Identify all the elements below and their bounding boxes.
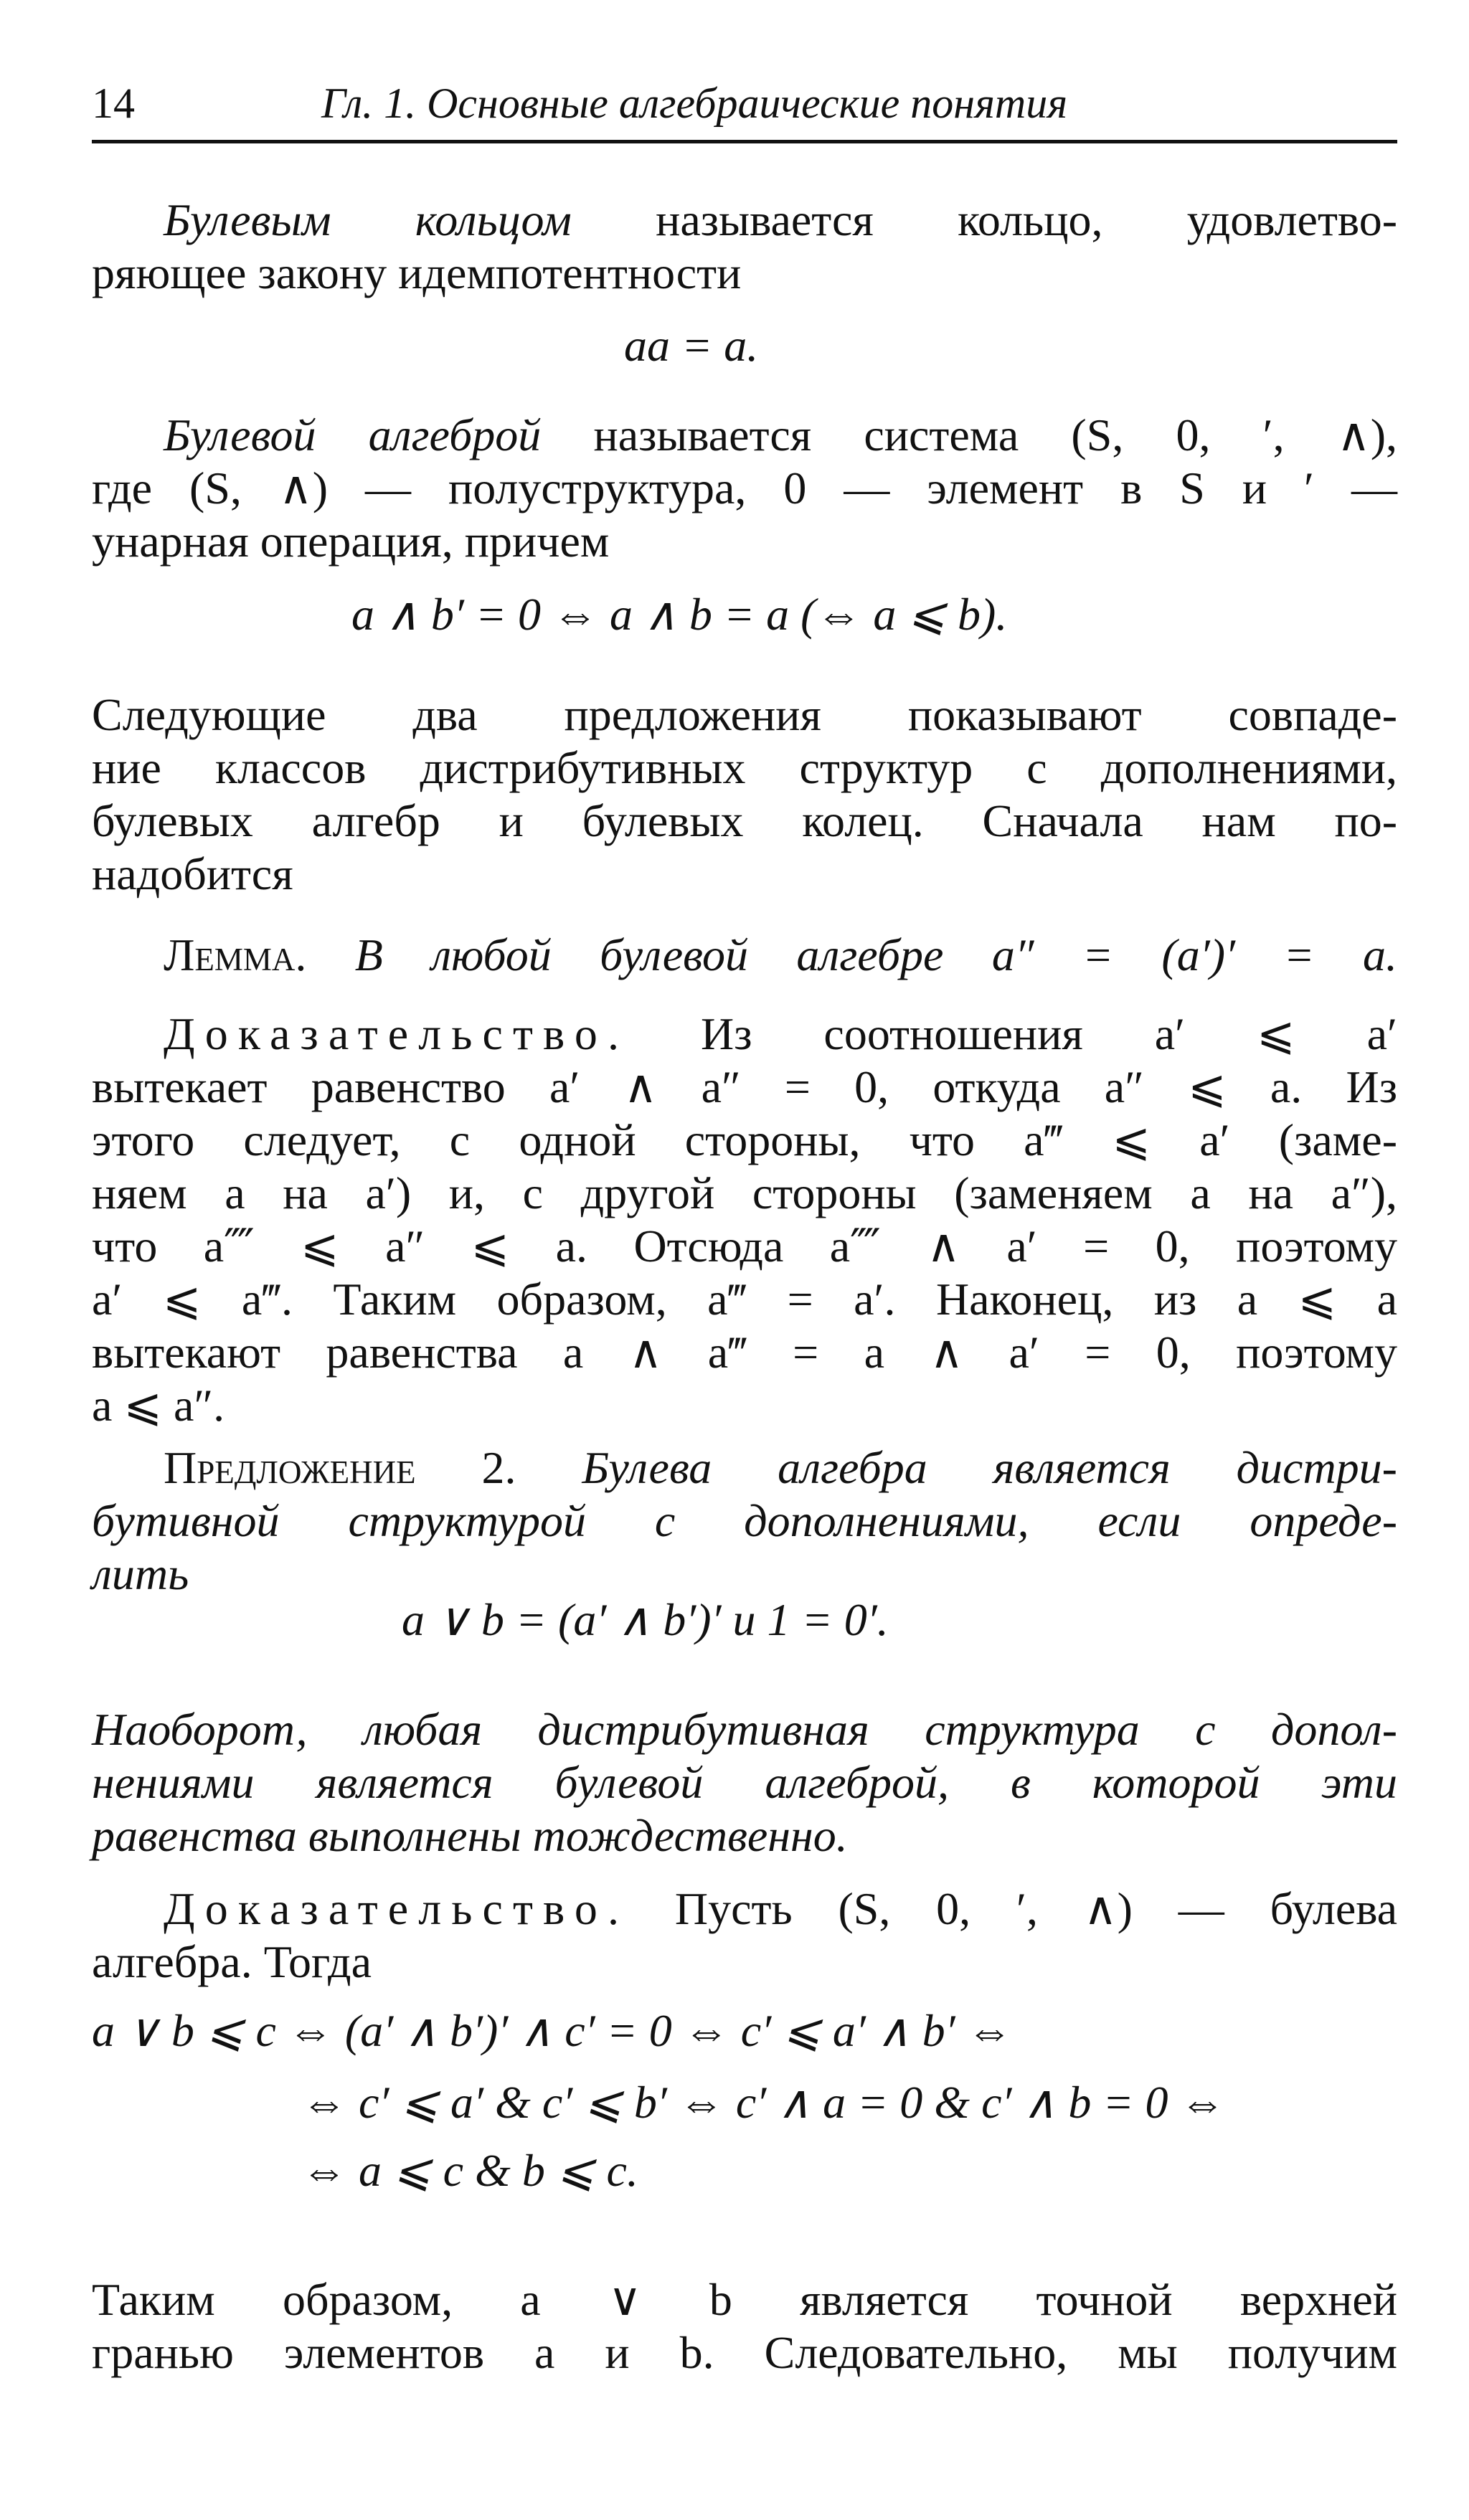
text-line: этого следует, с одной стороны, что a‴ ⩽ a′ (заме- bbox=[92, 1114, 1397, 1165]
text-fragment: называется кольцо, удовлетво- bbox=[571, 194, 1397, 245]
text-fragment: Из соотношения a′ ⩽ a′ bbox=[629, 1008, 1397, 1059]
defined-term: Булевым кольцом bbox=[164, 194, 572, 245]
text-line: булевых алгебр и булевых колец. Сначала нам по- bbox=[92, 795, 1397, 846]
proof-lemma bbox=[92, 1008, 1397, 1432]
text-line: a′ ⩽ a‴. Таким образом, a‴ = a′. Наконец, из a ⩽ a bbox=[92, 1274, 1397, 1325]
text-line bbox=[92, 1441, 1397, 1495]
text-line: бутивной структурой с дополнениями, если опреде- bbox=[92, 1495, 1397, 1546]
page-number: 14 bbox=[92, 80, 135, 127]
text-line bbox=[92, 1882, 1397, 1936]
text-line bbox=[92, 929, 1397, 982]
header-rule bbox=[92, 140, 1397, 143]
paragraph-conclusion bbox=[92, 2273, 1397, 2379]
running-title: Гл. 1. Основные алгебраические понятия bbox=[321, 80, 1068, 127]
proof-label: Доказательство. bbox=[164, 1883, 630, 1934]
text-line: няем a на a′) и, с другой стороны (заменяем a на a″), bbox=[92, 1167, 1397, 1218]
proof-label: Доказательство. bbox=[164, 1008, 630, 1059]
text-fragment: Булева алгебра является дистри- bbox=[516, 1442, 1397, 1493]
text-line: нениями является булевой алгеброй, в которой эти bbox=[92, 1757, 1397, 1808]
text-line: вытекают равенства a ∧ a‴ = a ∧ a′ = 0, поэтому bbox=[92, 1327, 1397, 1378]
text-line: Следующие два предложения показывают совпаде- bbox=[92, 689, 1397, 740]
paragraph-converse bbox=[92, 1703, 1397, 1862]
text-line: надобится bbox=[92, 848, 293, 899]
text-fragment: Пусть (S, 0, ′, ∧) — булева bbox=[629, 1883, 1397, 1934]
text-line: Наоборот, любая дистрибутивная структура с допол- bbox=[92, 1704, 1397, 1755]
text-line: равенства выполнены тождественно. bbox=[92, 1810, 848, 1861]
text-line bbox=[92, 1008, 1397, 1061]
formula-join-definition: a ∨ b = (a′ ∧ b′)′ и 1 = 0′. bbox=[402, 1594, 889, 1645]
text-line: унарная операция, причем bbox=[92, 516, 610, 567]
formula-algebra-axiom: a ∧ b′ = 0 ⇔ a ∧ b = a (⇔ a ⩽ b). bbox=[351, 589, 1008, 640]
text-line: алгебра. Тогда bbox=[92, 1936, 372, 1987]
text-line: лить bbox=[92, 1548, 189, 1599]
text-line: a ⩽ a″. bbox=[92, 1380, 225, 1431]
text-line: вытекает равенство a′ ∧ a″ = 0, откуда a″ ⩽ a. Из bbox=[92, 1061, 1397, 1112]
proposition-label: Предложение 2. bbox=[164, 1442, 516, 1493]
paragraph-boolean-algebra bbox=[92, 409, 1397, 568]
paragraph-intro bbox=[92, 688, 1397, 901]
lemma-statement: В любой булевой алгебре a″ = (a′)′ = a. bbox=[306, 929, 1397, 980]
text-line: где (S, ∧) — полуструктура, 0 — элемент в S и ′ — bbox=[92, 463, 1397, 513]
lemma bbox=[92, 929, 1397, 982]
lemma-label: Лемма. bbox=[164, 929, 307, 980]
formula-idempotent: aa = a. bbox=[624, 320, 759, 371]
text-line: Таким образом, a ∨ b является точной верхней bbox=[92, 2274, 1397, 2325]
text-line bbox=[92, 409, 1397, 462]
text-line: что a⁗ ⩽ a″ ⩽ a. Отсюда a⁗ ∧ a′ = 0, поэтому bbox=[92, 1221, 1397, 1271]
formula-chain-line-2: ⇔ c′ ⩽ a′ & c′ ⩽ b′ ⇔ c′ ∧ a = 0 & c′ ∧ b = 0 ⇔ bbox=[301, 2077, 1226, 2128]
formula-chain-line-1: a ∨ b ⩽ c ⇔ (a′ ∧ b′)′ ∧ c′ = 0 ⇔ c′ ⩽ a′ ∧ b′ ⇔ bbox=[92, 2005, 1013, 2056]
text-line: ряющее закону идемпотентности bbox=[92, 247, 742, 298]
formula-chain-line-3: ⇔ a ⩽ c & b ⩽ c. bbox=[301, 2145, 638, 2196]
defined-term: Булевой алгеброй bbox=[164, 409, 542, 460]
proposition-2 bbox=[92, 1441, 1397, 1601]
running-header bbox=[92, 79, 1397, 136]
text-line: гранью элементов a и b. Следовательно, мы получим bbox=[92, 2327, 1397, 2378]
proof-proposition bbox=[92, 1882, 1397, 1989]
text-fragment: называется система (S, 0, ′, ∧), bbox=[541, 409, 1398, 460]
text-line bbox=[92, 194, 1397, 247]
text-line: ние классов дистрибутивных структур с дополнениями, bbox=[92, 742, 1397, 793]
paragraph-boolean-ring bbox=[92, 194, 1397, 300]
